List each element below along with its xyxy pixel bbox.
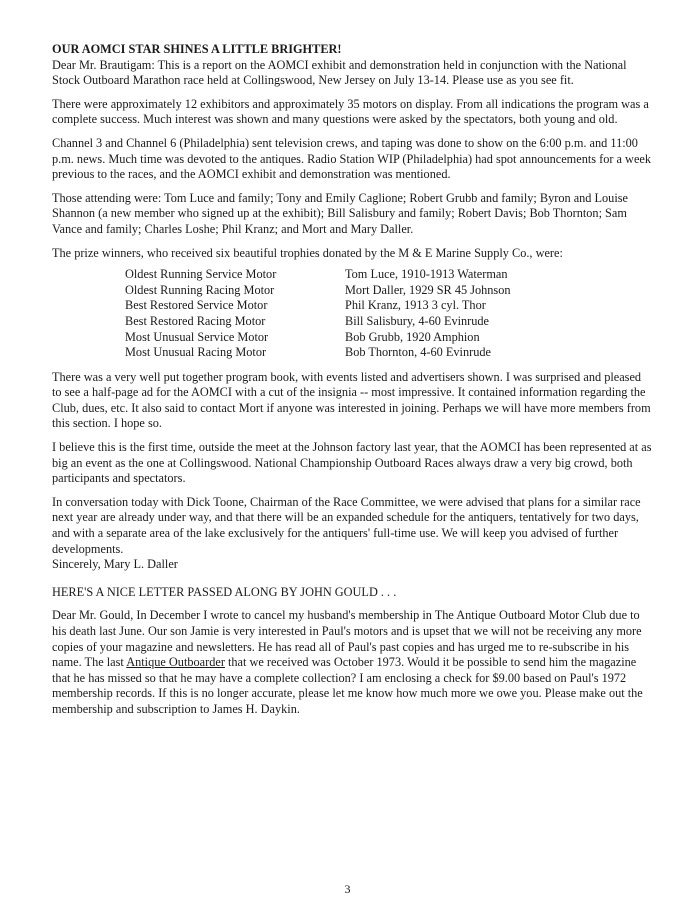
prize-winner: Bob Thornton, 4-60 Evinrude (345, 345, 491, 360)
article-aomci-star (52, 42, 652, 573)
prize-winner: Bob Grubb, 1920 Amphion (345, 329, 480, 344)
prize-winner: Tom Luce, 1910-1913 Waterman (345, 267, 508, 282)
prize-row (125, 314, 511, 330)
prize-row (125, 330, 511, 346)
paragraph (52, 608, 652, 717)
article-gould-letter (52, 585, 652, 718)
article-heading: HERE'S A NICE LETTER PASSED ALONG BY JOHN GOULD . . . (52, 584, 397, 599)
prize-category: Best Restored Service Motor (125, 298, 268, 313)
page-number: 3 (344, 882, 351, 896)
section-divider (52, 573, 652, 585)
prize-row (125, 298, 511, 314)
paragraph: In conversation today with Dick Toone, Chairman of the Race Committee, we were advised that plans for a similar race next year are already under way, and that there will be an expanded schedule for the antiquers, tentatively for two days, and with a separate area of the lake exclusively for the antiquers' full-time use. We will keep you advised of further developments. (52, 494, 641, 556)
prize-row (125, 267, 511, 283)
newsletter-page (52, 42, 652, 726)
prize-winners-table (125, 267, 511, 361)
prize-winner: Phil Kranz, 1913 3 cyl. Thor (345, 298, 486, 313)
prize-category: Most Unusual Service Motor (125, 329, 269, 344)
paragraph: Those attending were: Tom Luce and family; Tony and Emily Caglione; Robert Grubb and family; Byron and Louise Shannon (a new member who signed up at the exhibit); Bill Salisbury and family; Robert Davis; Bob Thornton; Sam Vance and family; Charles Loshe; Phil Kranz; and Mort and Mary Daller. (52, 190, 628, 236)
letter-text: that we received was October 1973. Would it be possible to send him the magazine that he has missed so that he may have a complete collection? I am enclosing a check for $9.00 based on Paul's 1972 membership records. If this is no longer accurate, please let me know how much more we owe you. Please make out the membership and subscription to James H. Daykin. (52, 655, 643, 716)
letter-text: Dear Mr. Gould, In December I wrote to cancel my husband's membership in The Antique Outboard Motor Club due to his death last June. Our son Jamie is very interested in Paul's motors and is upset that we will not be receiving any more copies of your magazine and newsletters. He has read all of Paul's past copies and has urged me to re-subscribe in his name. The last (52, 608, 642, 670)
prize-rows (125, 267, 511, 361)
prize-winner: Bill Salisbury, 4-60 Evinrude (345, 313, 490, 328)
signoff: Sincerely, Mary L. Daller (52, 557, 178, 572)
article-heading: OUR AOMCI STAR SHINES A LITTLE BRIGHTER! (52, 42, 342, 56)
prize-winner: Mort Daller, 1929 SR 45 Johnson (345, 282, 511, 297)
paragraph: There was a very well put together program book, with events listed and advertisers shown. I was surprised and pleased to see a half-page ad for the AOMCI with a cut of the insignia -- most impressive. It contained information regarding the Club, dues, etc. It also said to contact Mort if anyone was interested in joining. Perhaps we will have more members from this section. I hope so. (52, 369, 651, 431)
prize-category: Most Unusual Racing Motor (125, 345, 267, 360)
paragraph: There were approximately 12 exhibitors and approximately 35 motors on display. From all indications the program was a complete success. Much interest was shown and many questions were asked by the spectators, both young and old. (52, 96, 649, 127)
prize-row (125, 345, 511, 361)
paragraph: Dear Mr. Brautigam: This is a report on the AOMCI exhibit and demonstration held in conjunction with the National Stock Outboard Marathon race held at Collingswood, New Jersey on July 13-14. Please use as you see fit. (52, 57, 627, 88)
prize-row (125, 283, 511, 299)
prize-category: Oldest Running Service Motor (125, 267, 277, 282)
prize-category: Oldest Running Racing Motor (125, 282, 275, 297)
prize-category: Best Restored Racing Motor (125, 313, 266, 328)
paragraph: The prize winners, who received six beautiful trophies donated by the M & E Marine Supply Co., were: (52, 245, 563, 260)
paragraph: I believe this is the first time, outside the meet at the Johnson factory last year, that the AOMCI has been represented at as big an event as the one at Collingswood. National Championship Outboard Races always draw a very big crowd, both participants and spectators. (52, 440, 652, 486)
paragraph: Channel 3 and Channel 6 (Philadelphia) sent television crews, and taping was done to show on the 6:00 p.m. and 11:00 p.m. news. Much time was devoted to the antiques. Radio Station WIP (Philadelphia) had spot announcements for a week previous to the races, and the AOMCI exhibit and demonstration was mentioned. (52, 135, 652, 182)
spacer (52, 600, 652, 608)
magazine-title: Antique Outboarder (126, 655, 225, 670)
